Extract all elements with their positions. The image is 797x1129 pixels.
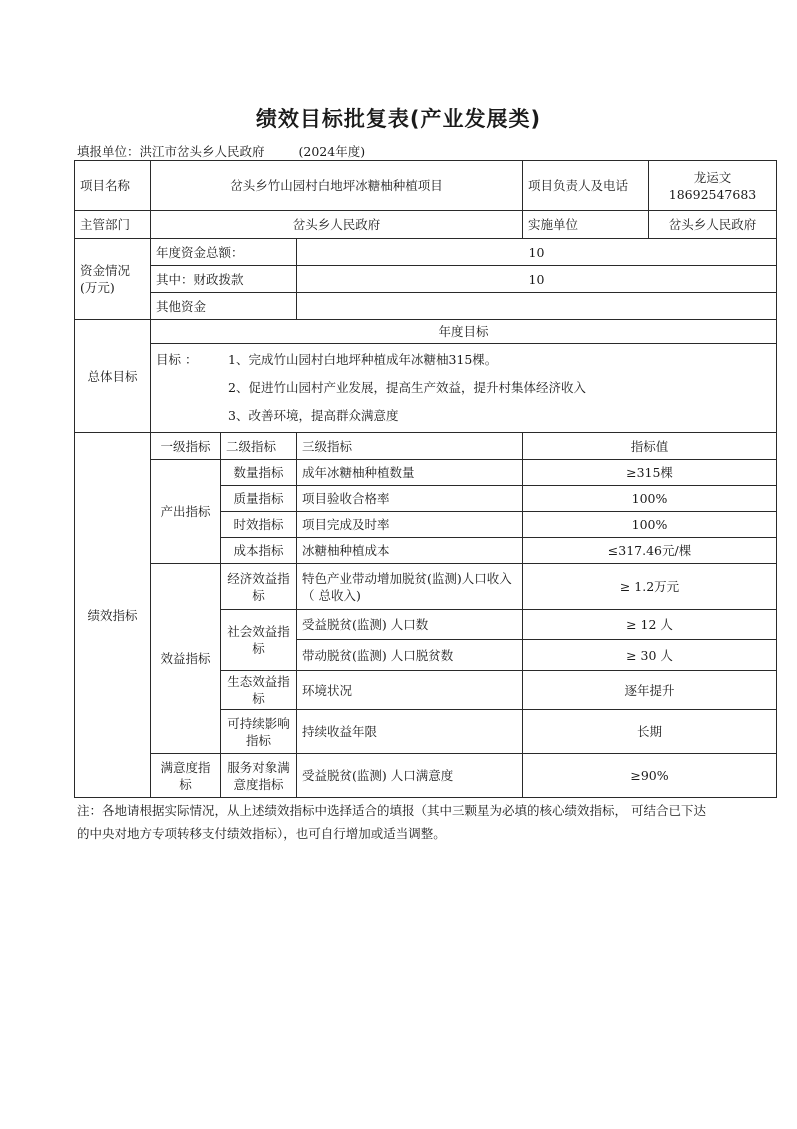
funds-fiscal-value: 10 — [297, 266, 777, 293]
output-l2: 质量指标 — [221, 486, 297, 512]
satisfaction-l2: 服务对象满意度指标 — [221, 754, 297, 798]
department-row — [75, 211, 777, 239]
overall-header-row — [75, 320, 777, 344]
goal-item: 2、促进竹山园村产业发展，提高生产效益，提升村集体经济收入 — [228, 380, 586, 395]
footnote: 注：各地请根据实际情况，从上述绩效指标中选择适合的填报（其中三颗星为必填的核心绩效指标， 可结合已下达的中央对地方专项转移支付绩效指标），也可自行增加或适当调整。 — [77, 803, 706, 841]
goal-item: 3、改善环境，提高群众满意度 — [228, 408, 399, 423]
output-l2: 数量指标 — [221, 460, 297, 486]
eco-l3: 环境状况 — [297, 671, 523, 710]
table-row — [75, 754, 777, 798]
funds-other-value — [297, 293, 777, 320]
project-name-label: 项目名称 — [75, 161, 151, 211]
output-value: 100% — [523, 486, 777, 512]
perf-label: 绩效指标 — [75, 433, 151, 798]
sustain-l2: 可持续影响指标 — [221, 710, 297, 754]
econ-l3: 特色产业带动增加脱贫(监测)人口收入（ 总收入) — [297, 564, 523, 610]
social-l3: 受益脱贫(监测) 人口数 — [297, 610, 523, 640]
funds-other-row — [75, 293, 777, 320]
satisfaction-label: 满意度指标 — [151, 754, 221, 798]
output-l3: 项目完成及时率 — [297, 512, 523, 538]
output-value: 100% — [523, 512, 777, 538]
funds-fiscal-label: 其中：财政拨款 — [151, 266, 297, 293]
social-value: ≥ 30 人 — [523, 640, 777, 671]
annual-goal-header: 年度目标 — [151, 320, 777, 344]
overall-goal-label: 总体目标 — [75, 320, 151, 433]
social-value: ≥ 12 人 — [523, 610, 777, 640]
output-label: 产出指标 — [151, 460, 221, 564]
econ-value: ≥ 1.2万元 — [523, 564, 777, 610]
social-l3: 带动脱贫(监测) 人口脱贫数 — [297, 640, 523, 671]
output-l2: 成本指标 — [221, 538, 297, 564]
header-value: 指标值 — [523, 433, 777, 460]
sustain-l3: 持续收益年限 — [297, 710, 523, 754]
filing-unit: 填报单位：洪江市岔头乡人民政府 — [77, 144, 265, 159]
output-value: ≥315棵 — [523, 460, 777, 486]
performance-target-table — [74, 160, 777, 798]
eco-l2: 生态效益指标 — [221, 671, 297, 710]
fiscal-year: (2024年度) — [298, 144, 366, 159]
goal-prefix: 目标 ： — [156, 352, 198, 367]
table-row — [75, 564, 777, 610]
output-l3: 成年冰糖柚种植数量 — [297, 460, 523, 486]
satisfaction-value: ≥90% — [523, 754, 777, 798]
funds-fiscal-row — [75, 266, 777, 293]
header-level2: 二级指标 — [221, 433, 297, 460]
page-title: 绩效目标批复表(产业发展类) — [255, 107, 542, 131]
project-name-value: 岔头乡竹山园村白地坪冰糖柚种植项目 — [151, 161, 523, 211]
output-l3: 冰糖柚种植成本 — [297, 538, 523, 564]
output-l2: 时效指标 — [221, 512, 297, 538]
satisfaction-l3: 受益脱贫(监测) 人口满意度 — [297, 754, 523, 798]
perf-header-row — [75, 433, 777, 460]
output-value: ≤317.46元/棵 — [523, 538, 777, 564]
header-level1: 一级指标 — [151, 433, 221, 460]
form-meta — [77, 142, 365, 160]
funds-total-row — [75, 239, 777, 266]
benefit-label: 效益指标 — [151, 564, 221, 754]
goal-item: 1、完成竹山园村白地坪种植成年冰糖柚315棵。 — [228, 352, 498, 367]
department-label: 主管部门 — [75, 211, 151, 239]
implementing-unit-label: 实施单位 — [523, 211, 649, 239]
social-l2: 社会效益指标 — [221, 610, 297, 671]
econ-l2: 经济效益指标 — [221, 564, 297, 610]
project-leader-value: 龙运文18692547683 — [649, 161, 777, 211]
overall-goals — [151, 344, 777, 433]
table-row — [75, 460, 777, 486]
department-value: 岔头乡人民政府 — [151, 211, 523, 239]
output-l3: 项目验收合格率 — [297, 486, 523, 512]
funds-other-label: 其他资金 — [151, 293, 297, 320]
funds-label: 资金情况(万元) — [75, 239, 151, 320]
implementing-unit-value: 岔头乡人民政府 — [649, 211, 777, 239]
sustain-value: 长期 — [523, 710, 777, 754]
eco-value: 逐年提升 — [523, 671, 777, 710]
funds-total-label: 年度资金总额： — [151, 239, 297, 266]
overall-goals-row — [75, 344, 777, 433]
header-level3: 三级指标 — [297, 433, 523, 460]
funds-total-value: 10 — [297, 239, 777, 266]
project-leader-label: 项目负责人及电话 — [523, 161, 649, 211]
project-name-row — [75, 161, 777, 211]
